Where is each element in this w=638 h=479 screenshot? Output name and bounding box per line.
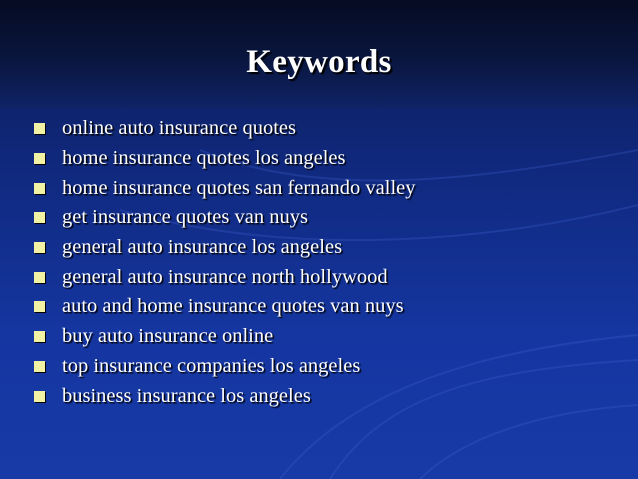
square-bullet-icon — [34, 242, 45, 253]
slide-title: Keywords — [246, 44, 392, 80]
keyword-text: home insurance quotes los angeles — [62, 147, 346, 170]
keyword-list — [34, 114, 416, 411]
square-bullet-icon — [34, 212, 45, 223]
list-item — [34, 233, 416, 263]
square-bullet-icon — [34, 272, 45, 283]
list-item — [34, 114, 416, 144]
square-bullet-icon — [34, 331, 45, 342]
keyword-text: buy auto insurance online — [62, 325, 274, 348]
keyword-text: business insurance los angeles — [62, 384, 311, 407]
list-item — [34, 352, 416, 382]
square-bullet-icon — [34, 123, 45, 134]
list-item — [34, 322, 416, 352]
square-bullet-icon — [34, 183, 45, 194]
keyword-text: auto and home insurance quotes van nuys — [62, 295, 404, 318]
list-item — [34, 381, 416, 411]
square-bullet-icon — [34, 301, 45, 312]
keyword-text: general auto insurance los angeles — [62, 236, 343, 259]
list-item — [34, 173, 416, 203]
square-bullet-icon — [34, 153, 45, 164]
square-bullet-icon — [34, 361, 45, 372]
list-item — [34, 203, 416, 233]
list-item — [34, 262, 416, 292]
keyword-text: get insurance quotes van nuys — [62, 206, 308, 229]
keyword-text: home insurance quotes san fernando valley — [62, 176, 416, 199]
list-item — [34, 292, 416, 322]
square-bullet-icon — [34, 391, 45, 402]
keyword-text: top insurance companies los angeles — [62, 354, 361, 377]
list-item — [34, 144, 416, 174]
keyword-text: online auto insurance quotes — [62, 117, 296, 140]
keyword-text: general auto insurance north hollywood — [62, 265, 388, 288]
